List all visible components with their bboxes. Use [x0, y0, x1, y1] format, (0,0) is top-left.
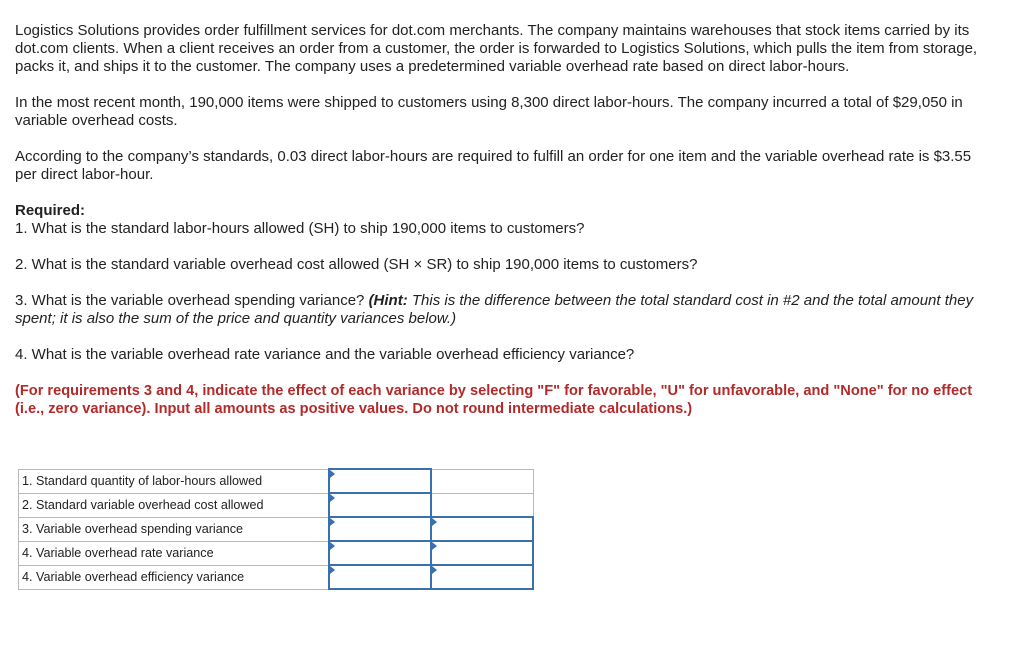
amount-input-3[interactable] [329, 517, 431, 541]
row-label: 4. Variable overhead rate variance [19, 541, 330, 565]
effect-cell-1 [431, 469, 533, 493]
intro-paragraph-1: Logistics Solutions provides order fulfillment services for dot.com merchants. The company maintains warehouses that stock items carried by its dot.com clients. When a client receives an order from a customer, the order is forwarded to Logistics Solutions, which pulls the item from storage, packs it, and ships it to the customer. The company uses a predetermined variable overhead rate based on direct labor-hours. [15, 22, 978, 75]
instructions: (For requirements 3 and 4, indicate the effect of each variance by selecting "F" for favorable, "U" for unfavorable, and "None" for no effect (i.e., zero variance). Input all amounts as positive values. Do not round intermediate calculations.) [15, 383, 973, 417]
question-1: 1. What is the standard labor-hours allowed (SH) to ship 190,000 items to customers? [15, 220, 585, 237]
question-3-text: 3. What is the variable overhead spending variance? [15, 292, 369, 309]
required-heading: Required: [15, 202, 86, 219]
answer-table [18, 468, 534, 590]
amount-input-4a[interactable] [329, 541, 431, 565]
table-row [19, 541, 534, 565]
amount-input-2[interactable] [329, 493, 431, 517]
row-label: 2. Standard variable overhead cost allowed [19, 493, 330, 517]
table-row [19, 517, 534, 541]
question-4: 4. What is the variable overhead rate variance and the variable overhead efficiency variance? [15, 346, 635, 363]
effect-select-3[interactable] [431, 517, 533, 541]
effect-select-4b[interactable] [431, 565, 533, 589]
row-label: 1. Standard quantity of labor-hours allowed [19, 469, 330, 493]
intro-paragraph-2: In the most recent month, 190,000 items were shipped to customers using 8,300 direct labor-hours. The company incurred a total of $29,050 in variable overhead costs. [15, 94, 963, 129]
effect-cell-2 [431, 493, 533, 517]
problem-content [15, 22, 990, 418]
hint-label: (Hint: [368, 292, 408, 309]
amount-input-1[interactable] [329, 469, 431, 493]
table-row [19, 469, 534, 493]
question-3 [15, 292, 990, 328]
intro-paragraph-3: According to the company’s standards, 0.03 direct labor-hours are required to fulfill an order for one item and the variable overhead rate is $3.55 per direct labor-hour. [15, 148, 972, 183]
row-label: 3. Variable overhead spending variance [19, 517, 330, 541]
effect-select-4a[interactable] [431, 541, 533, 565]
table-row [19, 493, 534, 517]
row-label: 4. Variable overhead efficiency variance [19, 565, 330, 589]
question-2: 2. What is the standard variable overhead cost allowed (SH × SR) to ship 190,000 items to customers? [15, 256, 698, 273]
hint-text: This is the difference between the total standard cost in #2 and the total amount they spent; it is also the sum of the price and quantity variances below.) [15, 292, 974, 327]
table-row [19, 565, 534, 589]
amount-input-4b[interactable] [329, 565, 431, 589]
